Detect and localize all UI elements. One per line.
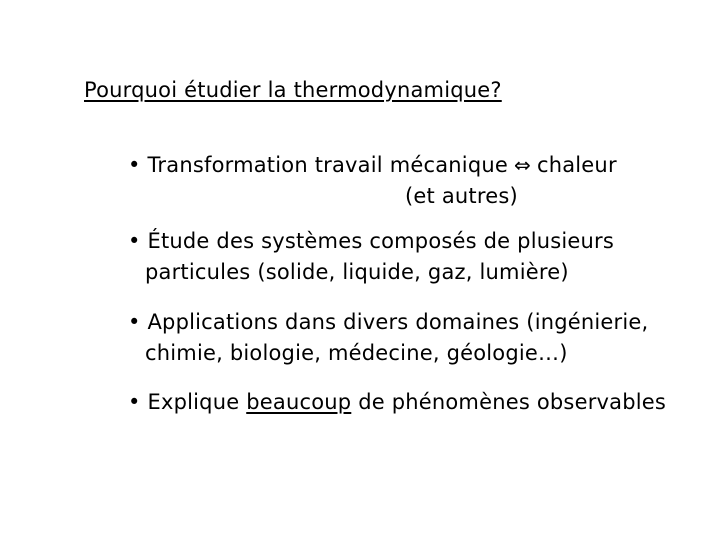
- bullet-particle-systems: [128, 226, 614, 288]
- bullet-marker: •: [128, 153, 141, 177]
- bullet-marker: •: [128, 310, 141, 334]
- bullet-text-part: Transformation travail mécanique: [147, 153, 508, 177]
- bullet-text-part: chaleur: [536, 153, 617, 177]
- bullet-marker: •: [128, 229, 141, 253]
- bullet-continuation: (et autres): [405, 184, 518, 208]
- bullet-text: Applications dans divers domaines (ingénierie,: [147, 310, 649, 334]
- bullet-text-part: de phénomènes observables: [358, 390, 667, 414]
- double-arrow-icon: ⇔: [513, 153, 531, 177]
- bullet-text-part: Explique: [147, 390, 240, 414]
- bullet-explains-phenomena: [128, 387, 666, 418]
- bullet-continuation: chimie, biologie, médecine, géologie…): [145, 341, 568, 365]
- slide-title: Pourquoi étudier la thermodynamique?: [84, 78, 502, 102]
- bullet-marker: •: [128, 390, 141, 414]
- bullet-text: Étude des systèmes composés de plusieurs: [147, 229, 615, 253]
- bullet-energy-transformation: [128, 150, 617, 212]
- emphasized-word: beaucoup: [246, 390, 352, 414]
- bullet-continuation: particules (solide, liquide, gaz, lumière): [145, 260, 569, 284]
- bullet-applications: [128, 307, 648, 369]
